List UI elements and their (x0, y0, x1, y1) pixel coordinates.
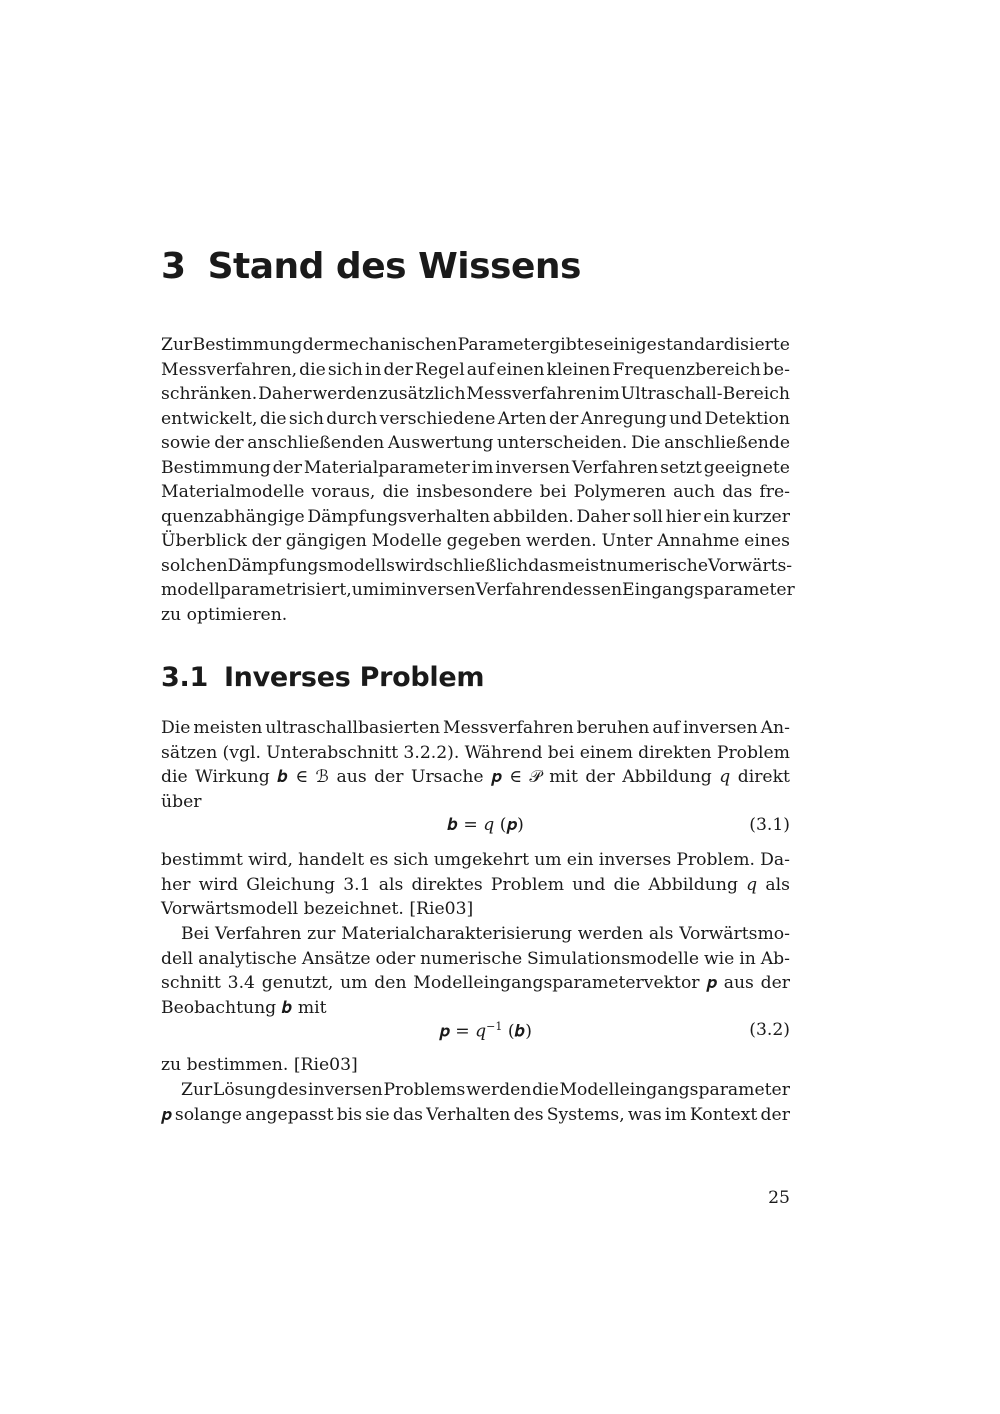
equation-rhs-base: 𝑞 (475, 1021, 487, 1042)
equation-number: (3.2) (749, 1020, 790, 1040)
text-line: solchen Dämpfungsmodells wird schließlich das meist numerische Vorwärts- (161, 555, 793, 576)
text-line: modell parametrisiert, um im inversen Verfahren dessen Eingangsparameter (161, 580, 795, 600)
section-title-text: Inverses Problem (223, 662, 485, 693)
text-line: Überblick der gängigen Modelle gegeben werden. Unter Annahme eines (161, 531, 790, 551)
text-line: schränken. Daher werden zusätzlich Messverfahren im Ultraschall-Bereich (161, 384, 790, 404)
text-line: Messverfahren, die sich in der Regel auf einen kleinen Frequenzbereich be- (161, 359, 790, 380)
equation-rhs: 𝑞 (𝒑) (483, 815, 524, 835)
chapter-title-text: Stand des Wissens (207, 246, 581, 287)
text-line: 𝒑 solange angepasst bis sie das Verhalten des Systems, was im Kontext der (161, 1104, 790, 1125)
equation-lhs: 𝒃 (447, 815, 458, 835)
text-line: sowie der anschließenden Auswertung unterscheiden. Die anschließende (161, 433, 790, 453)
text-line: Vorwärtsmodell bezeichnet. [Rie03] (161, 899, 474, 919)
text-line: zu optimieren. (161, 604, 288, 625)
equation-rhs-superscript: −1 (486, 1020, 503, 1033)
equation-formula (161, 815, 790, 835)
text-line: dell analytische Ansätze oder numerische Simulationsmodelle wie in Ab- (161, 948, 790, 969)
equation-3-1 (161, 815, 790, 841)
text-line: Bestimmung der Materialparameter im inversen Verfahren setzt geeignete (161, 457, 790, 478)
paragraph-solution (161, 1078, 790, 1127)
text-line: entwickelt, die sich durch verschiedene Arten der Anregung und Detektion (161, 408, 790, 429)
text-line: Zur Lösung des inversen Problems werden die Modelleingangsparameter (181, 1080, 790, 1100)
text-line: schnitt 3.4 genutzt, um den Modelleingangsparametervektor 𝒑 aus der (161, 973, 790, 993)
paragraph-forward-model (161, 848, 790, 922)
chapter-number: 3 (161, 246, 186, 287)
text-line: bestimmt wird, handelt es sich umgekehrt um ein inverses Problem. Da- (161, 850, 790, 870)
text-line: Zur Bestimmung der mechanischen Parameter gibt es einige standardisierte (161, 335, 790, 355)
equation-relation: = (455, 1021, 470, 1042)
text-line: Materialmodelle voraus, die insbesondere bei Polymeren auch das fre- (161, 482, 790, 502)
text-line: Die meisten ultraschallbasierten Messverfahren beruhen auf inversen An- (161, 718, 790, 738)
equation-formula (161, 1020, 790, 1042)
text-line: sätzen (vgl. Unterabschnitt 3.2.2). Während bei einem direkten Problem (161, 742, 790, 763)
text-line: über (161, 791, 202, 812)
equation-rhs-argument: (𝒃) (507, 1021, 532, 1042)
chapter-heading (161, 246, 581, 287)
equation-3-2 (161, 1020, 790, 1046)
text-line: quenzabhängige Dämpfungsverhalten abbilden. Daher soll hier ein kurzer (161, 506, 790, 527)
paragraph-determine (161, 1053, 790, 1078)
intro-paragraph (161, 333, 795, 627)
equation-number: (3.1) (749, 815, 790, 835)
text-line: Bei Verfahren zur Materialcharakterisierung werden als Vorwärtsmo- (181, 924, 790, 944)
equation-lhs: 𝒑 (439, 1021, 450, 1042)
paragraph-inverse-intro (161, 716, 790, 814)
section-heading (161, 662, 484, 693)
section-number: 3.1 (161, 662, 208, 693)
text-line: Beobachtung 𝒃 mit (161, 997, 327, 1018)
text-line: zu bestimmen. [Rie03] (161, 1055, 358, 1075)
text-line: die Wirkung 𝒃 ∈ ℬ aus der Ursache 𝒑 ∈ 𝒫 mit der Abbildung 𝑞 direkt (161, 767, 790, 787)
text-line: her wird Gleichung 3.1 als direktes Problem und die Abbildung 𝑞 als (161, 874, 790, 895)
equation-relation: = (463, 815, 478, 835)
paragraph-material-characterization (161, 922, 790, 1020)
page-number: 25 (768, 1188, 790, 1208)
